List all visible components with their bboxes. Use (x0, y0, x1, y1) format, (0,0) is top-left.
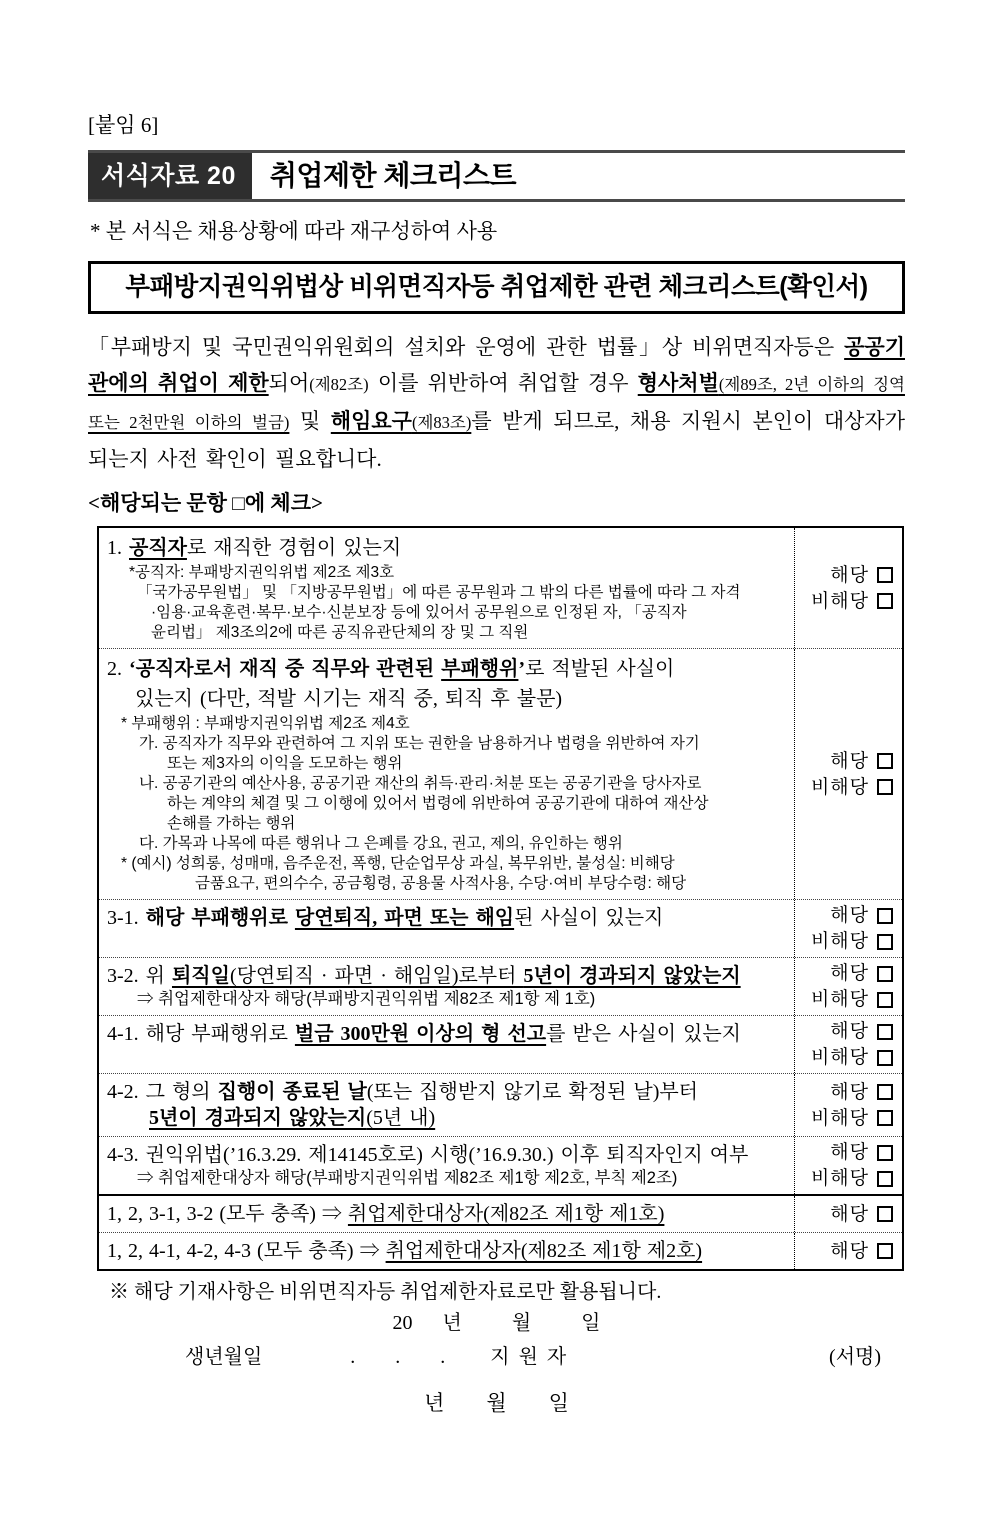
checkbox-icon (877, 908, 893, 924)
text-segment: 4-1. 해당 부패행위로 (107, 1023, 295, 1045)
text-segment: (5년 내) (366, 1107, 436, 1129)
check-label: 해당 (830, 1081, 869, 1103)
text-segment: 다. 가목과 나목에 따른 행위나 그 은폐를 강요, 권고, 제의, 유인하는 행위 (139, 835, 623, 852)
text-segment: 된 사실이 있는지 (514, 907, 664, 929)
text-segment: 되어 (268, 371, 310, 395)
row-checks (794, 528, 902, 648)
form-number-badge: 서식자료 20 (88, 153, 252, 199)
checkbox-icon (877, 992, 893, 1008)
text-segment: 당연퇴직, 파면 또는 해임 (294, 907, 515, 929)
table-row (99, 1136, 902, 1194)
row-line (107, 834, 790, 854)
form-header-band (88, 150, 905, 202)
main-title-box: 부패방지권익위법상 비위면직자등 취업제한 관련 체크리스트(확인서) (88, 261, 905, 314)
text-segment: 로 재직한 경험이 있는지 (186, 537, 402, 559)
checkbox-icon (877, 1084, 893, 1100)
row-line (107, 1105, 790, 1131)
row-line (107, 814, 790, 834)
check-option (795, 988, 902, 1011)
text-segment: 및 (289, 409, 331, 433)
birthdate-label: 생년월일 (185, 1346, 263, 1368)
text-segment: 를 받은 사실이 있는지 (546, 1023, 741, 1045)
signature-label: (서명) (829, 1346, 881, 1368)
text-segment: 를 받게 되므로, 채용 지원시 본인이 대상자가 되는지 사전 확인이 필요합니다. (88, 409, 905, 471)
checkbox-icon (877, 1243, 893, 1259)
check-label: 해당 (830, 1142, 869, 1163)
text-segment: 벌금 300만원 이상의 형 선고 (294, 1023, 547, 1045)
applicant-label: 지 원 자 (490, 1346, 569, 1368)
text-segment: 공공기관에의 취업이 제한 (88, 335, 905, 395)
text-segment: 로 적발된 사실이 (525, 658, 675, 680)
row-checks (794, 1137, 902, 1194)
row-checks (794, 1074, 902, 1136)
text-segment: ‘공직자로서 재직 중 직무와 관련된 (129, 658, 442, 680)
check-instruction: <해당되는 문항 □에 체크> (88, 491, 323, 515)
check-label: 비해당 (810, 931, 869, 952)
row-line (107, 1079, 790, 1105)
row-content (99, 1196, 794, 1232)
checkbox-icon (877, 1206, 893, 1222)
row-line (107, 623, 790, 643)
text-segment: 3-2. 위 (107, 965, 172, 987)
text-segment: (제82조) (309, 375, 369, 394)
row-line (107, 1021, 790, 1047)
row-line (107, 774, 790, 794)
checkbox-icon (877, 1171, 893, 1187)
row-checks (794, 1196, 902, 1232)
row-line (107, 654, 790, 684)
text-segment: 윤리법」 제3조의2에 따른 공직유관단체의 장 및 그 직원 (151, 624, 529, 641)
row-line (107, 854, 790, 874)
text-segment: 「부패방지 및 국민권익위원회의 설치와 운영에 관한 법률」상 비위면직자등은 (88, 335, 845, 359)
check-option (795, 1167, 902, 1190)
row-line (107, 583, 790, 603)
check-option (795, 904, 902, 927)
check-label: 해당 (830, 750, 869, 772)
text-segment: 5년이 경과되지 않았는지 (149, 1107, 367, 1129)
row-checks (794, 900, 902, 957)
row-content (99, 1016, 794, 1073)
row-content (99, 528, 794, 648)
text-segment: ’ (518, 658, 526, 680)
row-line (107, 734, 790, 754)
footer-note: ※ 해당 기재사항은 비위면직자등 취업제한자료로만 활용됩니다. (109, 1281, 662, 1303)
row-checks (794, 1233, 902, 1269)
check-label: 해당 (830, 1021, 869, 1042)
text-segment: * (예시) 성희롱, 성매매, 음주운전, 폭행, 단순업무상 과실, 복무위반, 불성실: 비해당 (121, 855, 675, 872)
checkbox-icon (877, 1110, 893, 1126)
check-option (795, 1203, 902, 1226)
row-content (99, 1074, 794, 1136)
row-line (107, 684, 790, 714)
text-segment: (제83조) (411, 413, 472, 432)
row-checks (794, 958, 902, 1015)
check-option (795, 1081, 902, 1104)
text-segment: 3-1. (107, 907, 146, 929)
table-row (99, 1194, 902, 1232)
text-segment: 취업제한대상자(제82조 제1항 제1호) (347, 1203, 665, 1225)
text-segment: (또는 집행받지 않기로 확정된 날)부터 (366, 1081, 698, 1103)
row-line (107, 563, 790, 583)
checkbox-icon (877, 1145, 893, 1161)
birthdate-dots: . . . (350, 1346, 446, 1368)
row-checks (794, 1016, 902, 1073)
check-option (795, 1020, 902, 1043)
check-label: 해당 (830, 963, 869, 984)
text-segment: 또는 제3자의 이익을 도모하는 행위 (167, 755, 403, 772)
text-segment: ⇒ 취업제한대상자 해당(부패방지권익위법 제82조 제1항 제2호, 부칙 제2조) (137, 1169, 678, 1187)
attachment-label: [붙임 6] (88, 113, 159, 137)
row-line (107, 754, 790, 774)
text-segment: 해당 부패행위로 (145, 907, 295, 929)
text-segment: (당연퇴직 · 파면 · 해임일)로부터 (229, 965, 524, 987)
text-segment: 4-2. 그 형의 (107, 1081, 218, 1103)
check-label: 해당 (830, 1240, 869, 1262)
text-segment: 금품요구, 편의수수, 공금횡령, 공용물 사적사용, 수당·여비 부당수령: 해당 (195, 875, 687, 892)
check-option (795, 1240, 902, 1263)
text-segment: ⇒ 취업제한대상자 해당(부패방지권익위법 제82조 제1항 제 1호) (137, 990, 596, 1008)
check-label: 해당 (830, 905, 869, 926)
row-line (107, 874, 790, 894)
check-option (795, 564, 902, 587)
document-page (0, 112, 992, 1515)
text-segment: 공직자 (129, 537, 187, 559)
check-option (795, 962, 902, 985)
check-label: 비해당 (810, 1107, 869, 1129)
text-segment: 1. (107, 537, 129, 559)
check-label: 해당 (830, 564, 869, 586)
table-row (99, 1015, 902, 1073)
check-option (795, 1141, 902, 1164)
table-row (99, 957, 902, 1015)
row-line (107, 1201, 790, 1227)
checkbox-icon (877, 753, 893, 769)
checkbox-icon (877, 567, 893, 583)
checkbox-icon (877, 593, 893, 609)
text-segment: 1, 2, 4-1, 4-2, 4-3 (모두 충족) ⇒ (107, 1240, 386, 1262)
checkbox-icon (877, 934, 893, 950)
intro-paragraph (88, 329, 905, 477)
form-note: * 본 서식은 채용상황에 따라 재구성하여 사용 (90, 219, 498, 243)
text-segment: 부패행위 (441, 658, 519, 680)
text-segment: ·임용·교육훈련·복무·보수·신분보장 등에 있어서 공무원으로 인정된 자, 「공직자 (151, 604, 687, 621)
row-content (99, 900, 794, 957)
text-segment: 가. 공직자가 직무와 관련하여 그 지위 또는 권한을 남용하거나 법령을 위반하여 자기 (139, 735, 700, 752)
text-segment: 해임요구 (330, 409, 412, 433)
text-segment: 손해를 가하는 행위 (167, 815, 296, 832)
check-label: 비해당 (810, 989, 869, 1010)
row-line (107, 1168, 790, 1189)
check-option (795, 776, 902, 799)
text-segment: 형사처벌 (637, 371, 719, 395)
row-line (107, 714, 790, 734)
check-label: 비해당 (810, 590, 869, 612)
text-segment: * 부패행위 : 부패방지권익위법 제2조 제4호 (121, 715, 410, 732)
table-row (99, 1073, 902, 1136)
row-content (99, 649, 794, 899)
row-line (107, 989, 790, 1010)
row-line (107, 963, 790, 989)
row-line (107, 794, 790, 814)
check-label: 비해당 (810, 1168, 869, 1189)
row-content (99, 1233, 794, 1269)
checkbox-icon (877, 966, 893, 982)
table-row (99, 528, 902, 648)
check-label: 비해당 (810, 1047, 869, 1068)
check-option (795, 930, 902, 953)
text-segment: 취업제한대상자(제82조 제1항 제2호) (385, 1240, 703, 1262)
row-line (107, 1238, 790, 1264)
text-segment: 있는지 (다만, 적발 시기는 재직 중, 퇴직 후 불문) (135, 688, 563, 710)
check-option (795, 1046, 902, 1069)
text-segment: 퇴직일 (171, 965, 230, 987)
checkbox-icon (877, 1050, 893, 1066)
row-content (99, 958, 794, 1015)
row-line (107, 603, 790, 623)
row-line (107, 905, 790, 931)
check-option (795, 750, 902, 773)
row-line (107, 1142, 790, 1168)
row-checks (794, 649, 902, 899)
text-segment: 5년이 경과되지 않았는지 (523, 965, 741, 987)
footer-date-line-2: 년 월 일 (424, 1391, 569, 1415)
table-row (99, 1232, 902, 1269)
text-segment: 2. (107, 658, 129, 680)
text-segment: (제89조, 2년 이하의 징역 또는 2천만원 이하의 벌금) (88, 375, 905, 432)
text-segment: 이를 위반하여 취업할 경우 (368, 371, 638, 395)
table-row (99, 648, 902, 899)
check-label: 해당 (830, 1203, 869, 1225)
text-segment: 나. 공공기관의 예산사용, 공공기관 재산의 취득·관리·처분 또는 공공기관을 당사자로 (139, 775, 702, 792)
table-row (99, 899, 902, 957)
text-segment: 1, 2, 3-1, 3-2 (모두 충족) ⇒ (107, 1203, 348, 1225)
row-content (99, 1137, 794, 1194)
row-line (107, 533, 790, 563)
text-segment: 4-3. 권익위법(’16.3.29. 제14145호로) 시행(’16.9.30.) 이후 퇴직자인지 여부 (107, 1144, 749, 1166)
text-segment: *공직자: 부패방지권익위법 제2조 제3호 (129, 564, 395, 581)
check-option (795, 590, 902, 613)
form-title: 취업제한 체크리스트 (269, 160, 517, 191)
checkbox-icon (877, 1024, 893, 1040)
check-option (795, 1107, 902, 1130)
check-label: 비해당 (810, 776, 869, 798)
footer-date-line: 20 년 월 일 (392, 1312, 601, 1334)
text-segment: 하는 계약의 체결 및 그 이행에 있어서 법령에 위반하여 공공기관에 대하여 재산상 (167, 795, 709, 812)
checkbox-icon (877, 779, 893, 795)
text-segment: 「국가공무원법」 및 「지방공무원법」에 따른 공무원과 그 밖의 다른 법률에 따라 그 자격 (137, 584, 741, 601)
text-segment: 집행이 종료된 날 (217, 1081, 367, 1103)
checklist-table-body (99, 528, 902, 1269)
footer-sign-line (88, 1344, 905, 1370)
checklist-table (97, 526, 904, 1271)
